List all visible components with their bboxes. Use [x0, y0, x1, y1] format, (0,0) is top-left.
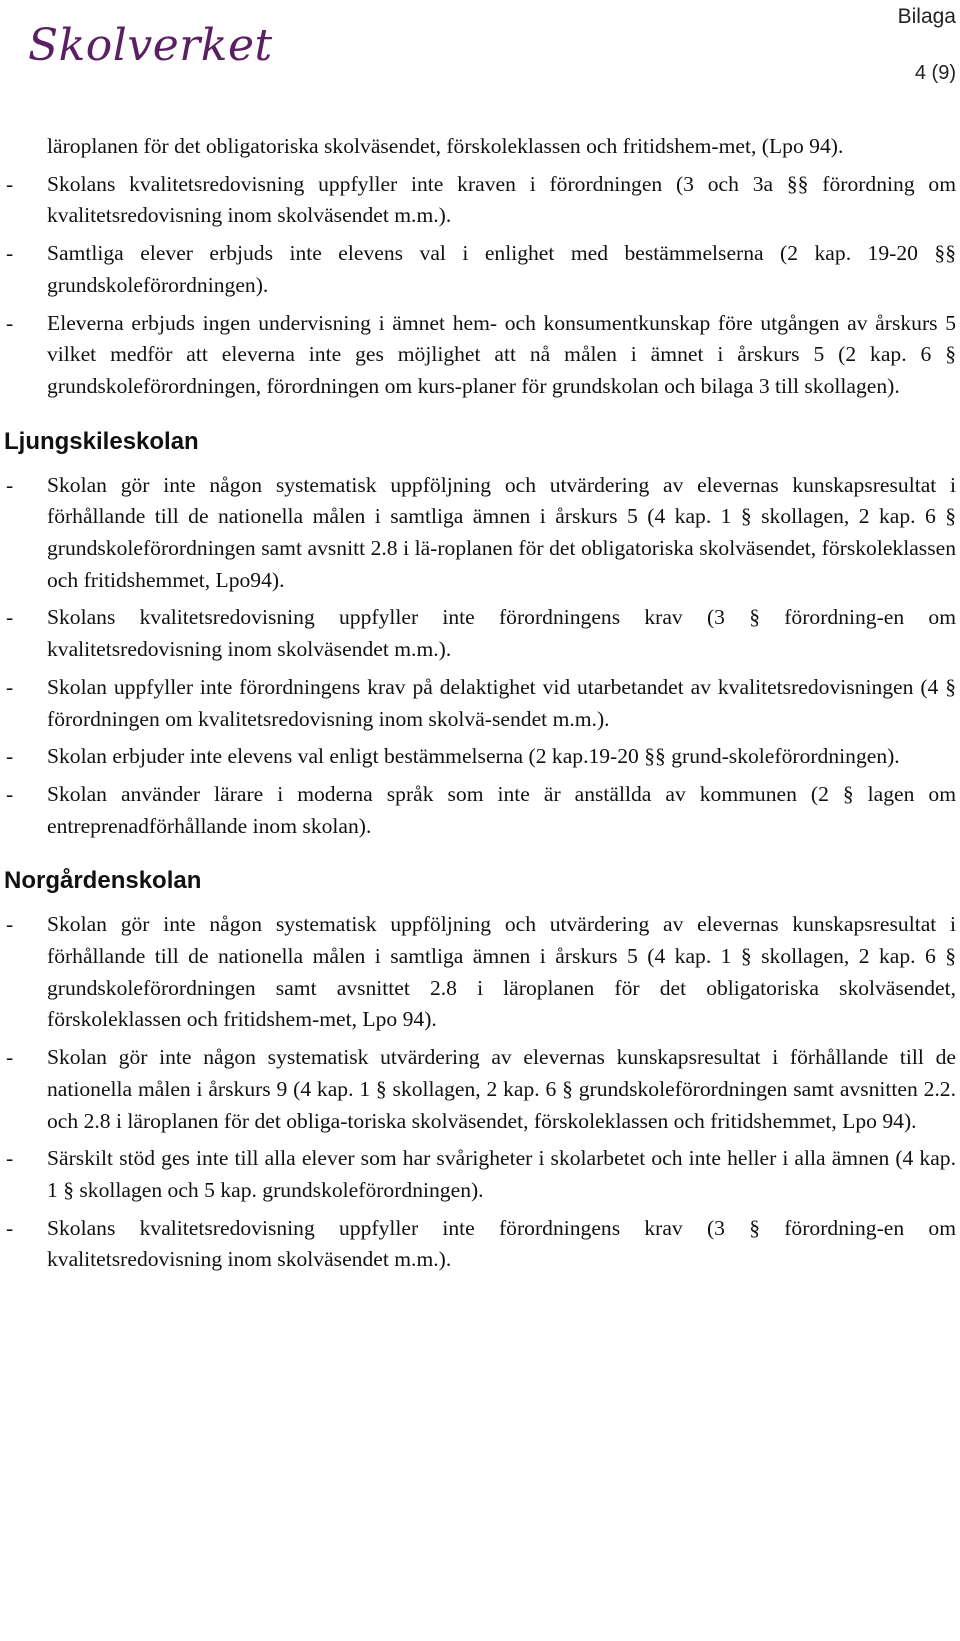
- bullet-dash: -: [6, 241, 14, 266]
- intro-paragraph: läroplanen för det obligatoriska skolväsendet, förskoleklassen och fritidshem-met, (Lpo 94).: [47, 134, 844, 158]
- page-number: 4 (9): [914, 62, 956, 84]
- list-item: [0, 909, 956, 1036]
- list-item-text: Skolan erbjuder inte elevens val enligt bestämmelserna (2 kap.19-20 §§ grund-skoleförordningen).: [47, 744, 900, 769]
- list-item: [0, 672, 956, 735]
- list-item: [0, 741, 956, 773]
- list-item-text: Skolan gör inte någon systematisk utvärdering av elevernas kunskapsresultat i förhållande till de nationella målen i årskurs 9 (4 kap. 1 § skollagen, 2 kap. 6 § grundskoleförordningen samt avsnitten 2.2. och 2.8 i läroplanen för det obliga-toriska skolväsendet, förskoleklassen och fritidshemmet, Lpo 94).: [47, 1045, 956, 1133]
- list-item: [0, 470, 956, 597]
- list-item: [0, 238, 956, 301]
- document-body: [0, 131, 956, 1282]
- list-item-text: Skolan gör inte någon systematisk uppföljning och utvärdering av elevernas kunskapsresultat i förhållande till de nationella målen i samtliga ämnen i årskurs 5 (4 kap. 1 § skollagen, 2 kap. 6 § grundskoleförordningen samt avsnitt 2.8 i lä-roplanen för det obligatoriska skolväsendet, förskoleklassen och fritidshemmet, Lpo94).: [47, 472, 956, 592]
- list-item-text: Särskilt stöd ges inte till alla elever som har svårigheter i skolarbetet och inte heller i alla ämnen (4 kap. 1 § skollagen och 5 kap. grundskoleförordningen).: [47, 1146, 956, 1202]
- list-item-text: Skolan gör inte någon systematisk uppföljning och utvärdering av elevernas kunskapsresultat i förhållande till de nationella målen i samtliga ämnen i årskurs 5 (4 kap. 1 § skollagen, 2 kap. 6 § grundskoleförordningen samt avsnittet 2.8 i läroplanen för det obligatoriska skolväsendet, förskoleklassen och fritidshem-met, Lpo 94).: [47, 912, 956, 1032]
- list-item-text: Skolans kvalitetsredovisning uppfyller inte kraven i förordningen (3 och 3a §§ förordning om kvalitetsredovisning inom skolväsendet m.m.).: [47, 171, 956, 228]
- bullet-dash: -: [6, 605, 14, 630]
- list-item-text: Skolans kvalitetsredovisning uppfyller inte förordningens krav (3 § förordning-en om kvalitetsredovisning inom skolväsendet m.m.).: [47, 605, 956, 662]
- list-item: [0, 308, 956, 403]
- list-item-text: Eleverna erbjuds ingen undervisning i ämnet hem- och konsumentkunskap före utgången av årskurs 5 vilket medför att eleverna inte ges möjlighet att nå målen i ämnet i årskurs 5 (2 kap. 6 § grundskoleförordningen, förordningen om kurs-planer för grundskolan och bilaga 3 till skollagen).: [47, 310, 956, 398]
- bullet-dash: -: [6, 912, 14, 937]
- document-label: Bilaga: [897, 5, 956, 28]
- list-item: [0, 169, 956, 232]
- list-item-text: Skolan uppfyller inte förordningens krav på delaktighet vid utarbetandet av kvalitetsredovisningen (4 § förordningen om kvalitetsredovisning inom skolvä-sendet m.m.).: [47, 674, 956, 731]
- list-item-text: Skolans kvalitetsredovisning uppfyller inte förordningens krav (3 § förordning-en om kvalitetsredovisning inom skolväsendet m.m.).: [47, 1215, 956, 1272]
- section-heading-norgardenskolan: Norgårdenskolan: [4, 867, 202, 895]
- list-item-text: Skolan använder lärare i moderna språk som inte är anställda av kommunen (2 § lagen om entreprenadförhållande inom skolan).: [47, 781, 956, 838]
- bullet-dash: -: [6, 472, 14, 497]
- bullet-dash: -: [6, 1146, 14, 1171]
- list-item: [0, 1213, 956, 1276]
- list-item: [0, 1042, 956, 1137]
- list-item: [0, 1143, 956, 1206]
- bullet-dash: -: [6, 744, 14, 769]
- bullet-dash: -: [6, 674, 14, 699]
- bullet-dash: -: [6, 1045, 14, 1070]
- list-item: [0, 602, 956, 665]
- list-item-text: Samtliga elever erbjuds inte elevens val i enlighet med bestämmelserna (2 kap. 19-20 §§ grundskoleförordningen).: [47, 241, 956, 297]
- skolverket-logo: Skolverket: [28, 20, 273, 71]
- section-heading-ljungskileskolan: Ljungskileskolan: [4, 427, 199, 455]
- bullet-dash: -: [6, 310, 14, 335]
- bullet-dash: -: [6, 1215, 14, 1240]
- bullet-dash: -: [6, 781, 14, 806]
- list-item: [0, 779, 956, 842]
- bullet-dash: -: [6, 171, 14, 196]
